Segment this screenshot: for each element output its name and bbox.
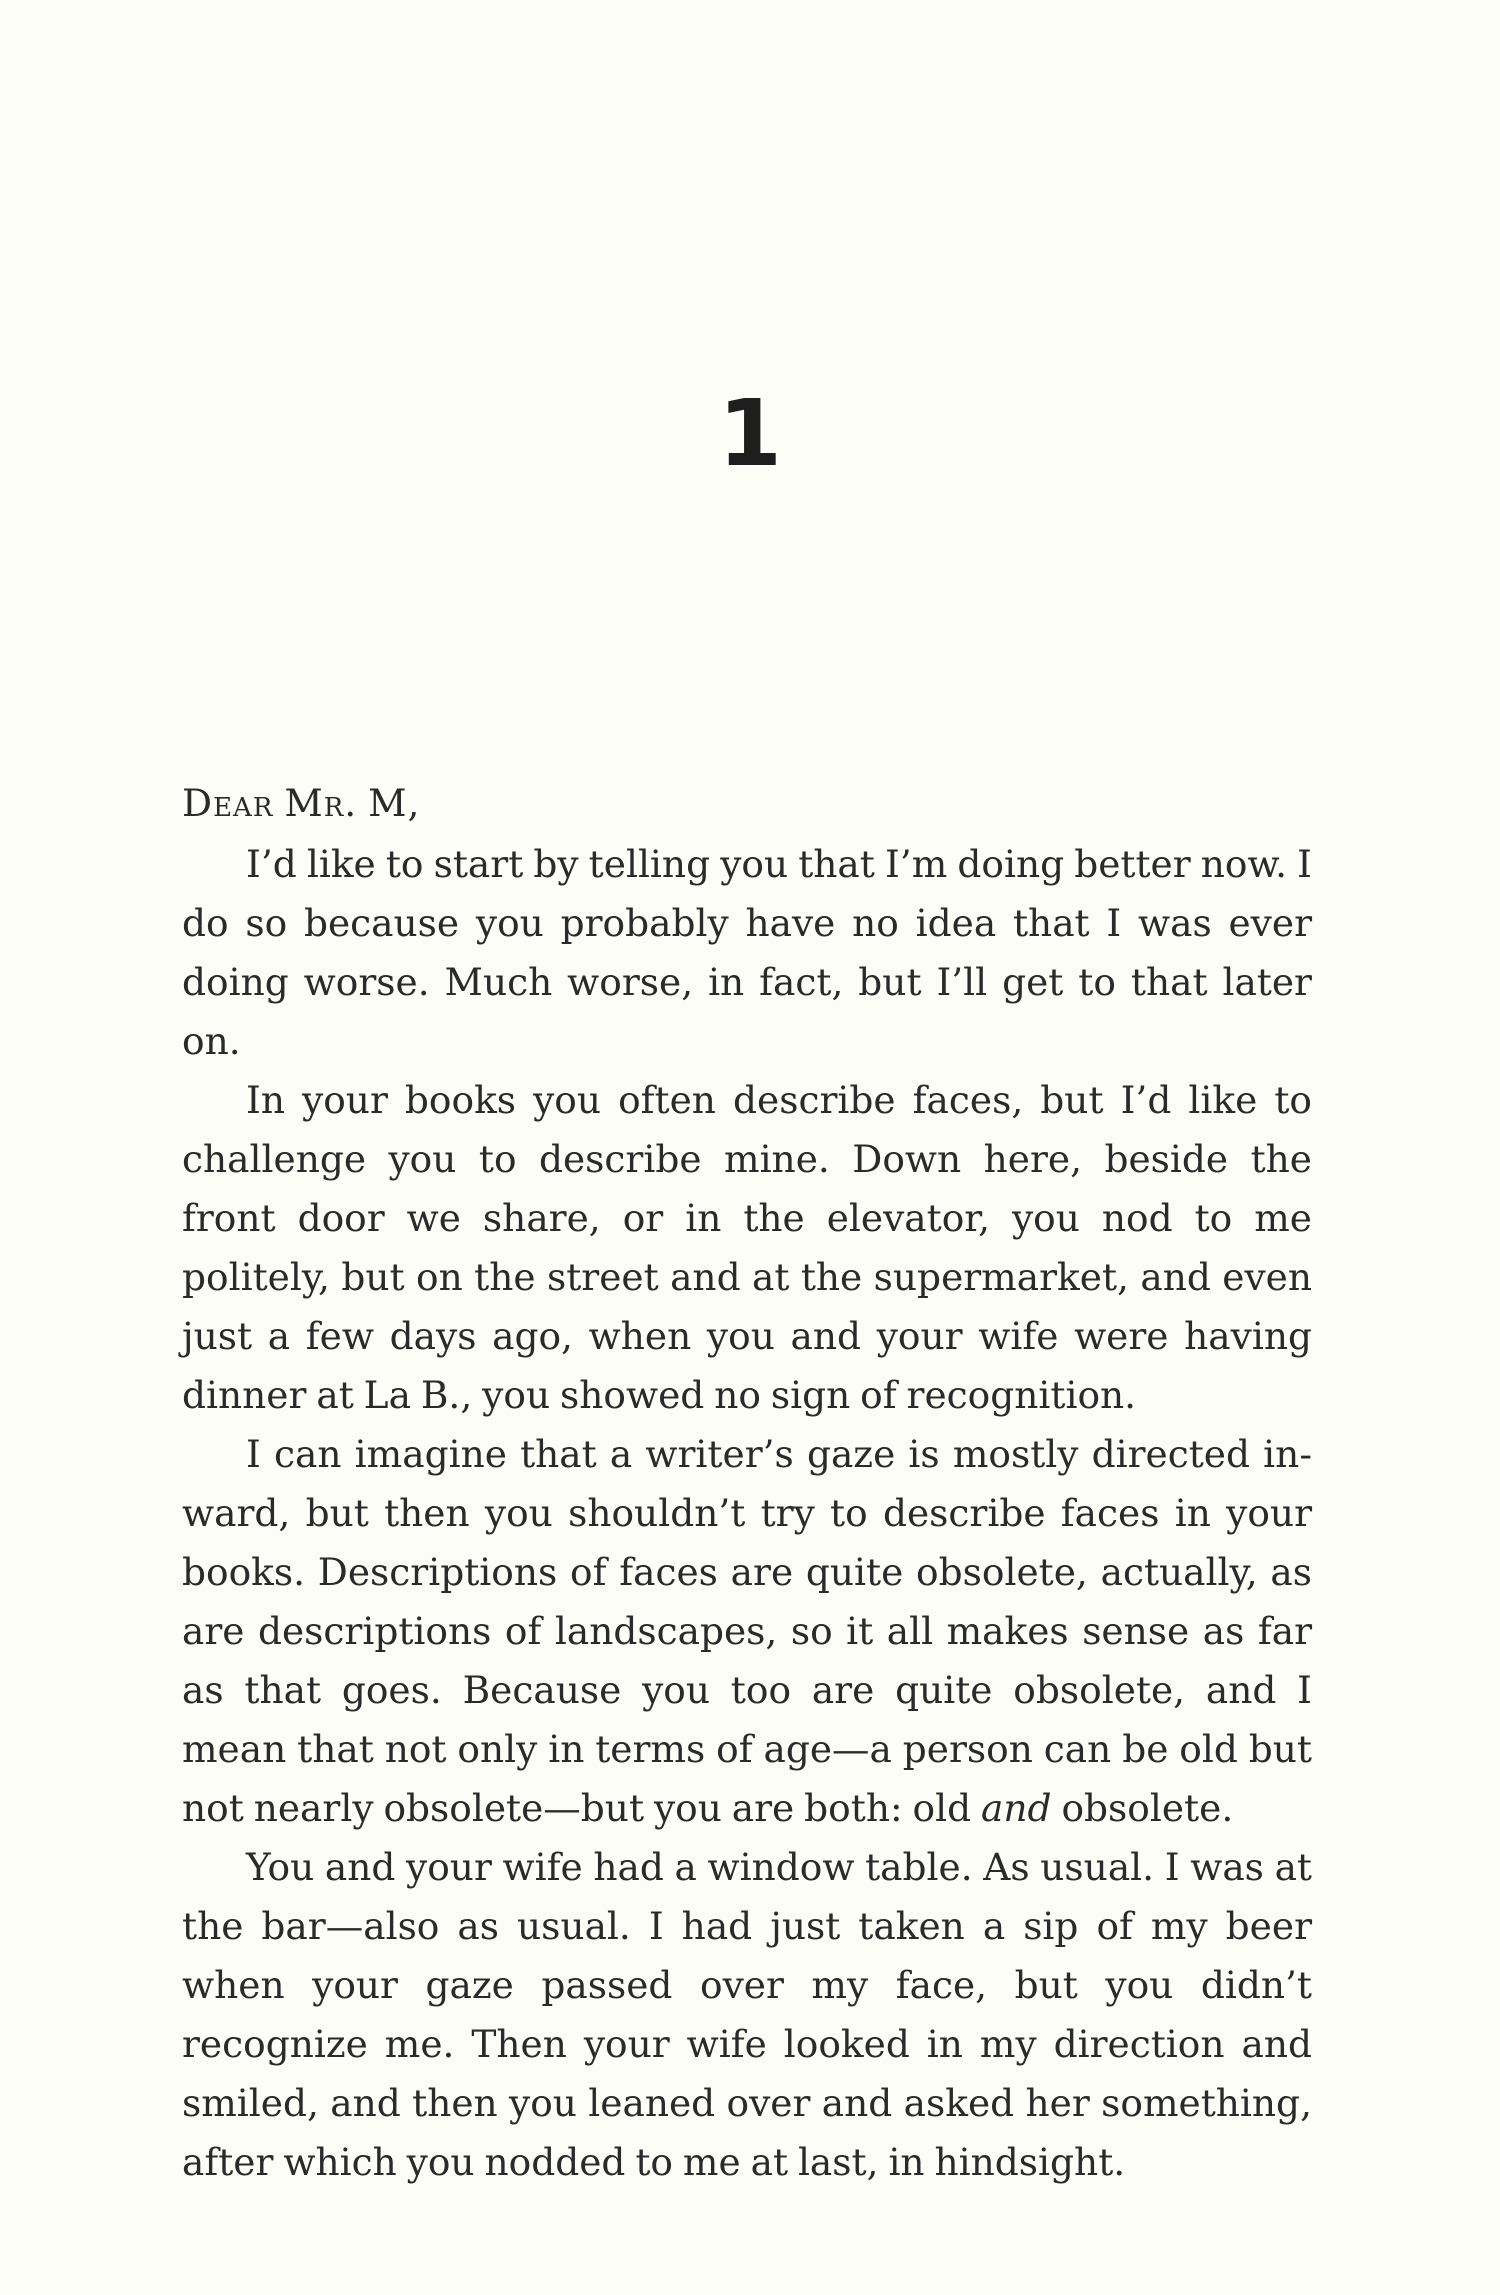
chapter-number: 1 <box>717 380 782 487</box>
paragraph-1: I’d like to start by telling you that I’m doing better now. I do so because you probably have no idea that I was ever doing worse. Much worse, in fact, but I’ll get to that later on. <box>182 842 1312 1063</box>
letter-body <box>182 774 1312 2192</box>
paragraph-3-text: I can imagine that a writer’s gaze is mostly directed inward, but then you shouldn’t try to describe faces in your books. Descriptions of faces are quite obsolete, actually, as are descriptions of landscapes, so it all makes sense as far as that goes. Because you too are quite obsolete, and I mean that not only in terms of age—a person can be old but not nearly obsolete—but you are both: old <box>182 1432 1312 1830</box>
emphasis-and: and <box>981 1786 1052 1830</box>
paragraph-3-ending: obsolete. <box>1051 1786 1234 1830</box>
paragraph-4: You and your wife had a window table. As usual. I was at the bar—also as usual. I had just taken a sip of my beer when your gaze passed over my face, but you didn’t recognize me. Then your wife looked in my direction and smiled, and then you leaned over and asked her something, after which you nodded to me at last, in hindsight. <box>182 1845 1312 2184</box>
salutation: Dear Mr. M, <box>182 781 421 825</box>
paragraph-3 <box>182 1425 1312 1838</box>
paragraph-2: In your books you often describe faces, but I’d like to challenge you to describe mine. Down here, beside the front door we share, or in the elevator, you nod to me politely, but on the street and at the supermarket, and even just a few days ago, when you and your wife were having dinner at La B., you showed no sign of recognition. <box>182 1078 1312 1417</box>
